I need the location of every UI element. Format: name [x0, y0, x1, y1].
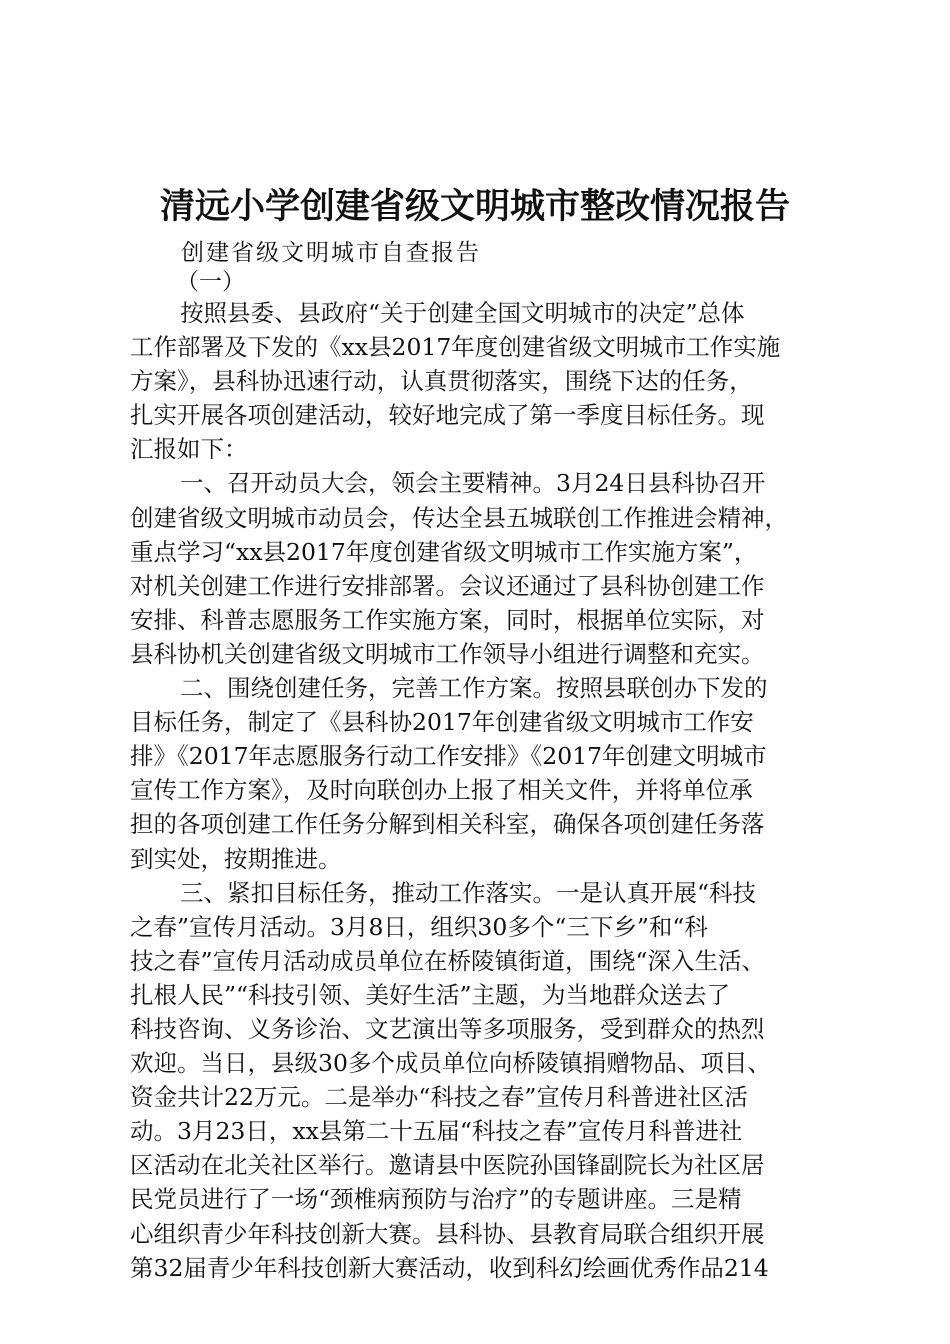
- body-line: 二、围绕创建任务，完善工作方案。按照县联创办下发的: [180, 674, 768, 703]
- body-line: 欢迎。当日，县级30多个成员单位向桥陵镇捐赠物品、项目、: [130, 1049, 771, 1078]
- body-line: 资金共计22万元。二是举办“科技之春”宣传月科普进社区活: [130, 1083, 748, 1112]
- body-line: 县科协机关创建省级文明城市工作领导小组进行调整和充实。: [130, 639, 765, 668]
- body-line: 第32届青少年科技创新大赛活动，收到科幻绘画优秀作品214: [130, 1253, 769, 1282]
- body-line: 民党员进行了一场“颈椎病预防与治疗”的专题讲座。三是精: [130, 1185, 742, 1214]
- body-line: 汇报如下：: [130, 435, 248, 464]
- body-line: 担的各项创建工作任务分解到相关科室，确保各项创建任务落: [130, 810, 765, 839]
- body-line: 排》《2017年志愿服务行动工作安排》《2017年创建文明城市: [130, 742, 767, 771]
- body-line: 工作部署及下发的《xx县2017年度创建省级文明城市工作实施: [130, 333, 781, 362]
- document-subtitle: 创建省级文明城市自查报告: [181, 240, 481, 266]
- document-body: [130, 296, 830, 1285]
- body-line: 目标任务，制定了《县科协2017年创建省级文明城市工作安: [130, 708, 754, 737]
- body-line: 对机关创建工作进行安排部署。会议还通过了县科协创建工作: [130, 571, 765, 600]
- body-line: 一、召开动员大会，领会主要精神。3月24日县科协召开: [180, 469, 766, 498]
- body-line: 创建省级文明城市动员会，传达全县五城联创工作推进会精神，: [130, 503, 788, 532]
- body-line: 扎根人民”“科技引领、美好生活”主题，为当地群众送去了: [130, 980, 731, 1009]
- body-line: 科技咨询、义务诊治、文艺演出等多项服务，受到群众的热烈: [130, 1014, 765, 1043]
- document-title: 清远小学创建省级文明城市整改情况报告: [159, 186, 790, 227]
- body-line: 区活动在北关社区举行。邀请县中医院孙国锋副院长为社区居: [130, 1151, 765, 1180]
- body-line: 技之春”宣传月活动成员单位在桥陵镇街道，围绕“深入生活、: [130, 946, 766, 975]
- body-line: 心组织青少年科技创新大赛。县科协、县教育局联合组织开展: [130, 1219, 765, 1248]
- body-line: 方案》，县科协迅速行动，认真贯彻落实，围绕下达的任务，: [130, 367, 753, 396]
- section-number: （一）: [176, 269, 245, 295]
- body-line: 扎实开展各项创建活动，较好地完成了第一季度目标任务。现: [130, 401, 765, 430]
- body-line: 到实处，按期推进。: [130, 844, 342, 873]
- body-line: 三、紧扣目标任务，推动工作落实。一是认真开展“科技: [180, 878, 757, 907]
- body-line: 按照县委、县政府“关于创建全国文明城市的决定”总体: [180, 299, 745, 327]
- body-line: 安排、科普志愿服务工作实施方案，同时，根据单位实际，对: [130, 605, 765, 634]
- body-line: 宣传工作方案》，及时向联创办上报了相关文件，并将单位承: [130, 776, 753, 805]
- body-line: 之春”宣传月活动。3月8日，组织30多个“三下乡”和“科: [130, 912, 708, 941]
- body-line: 动。3月23日，xx县第二十五届“科技之春”宣传月科普进社: [130, 1117, 743, 1146]
- body-line: 重点学习“xx县2017年度创建省级文明城市工作实施方案”，: [130, 537, 758, 566]
